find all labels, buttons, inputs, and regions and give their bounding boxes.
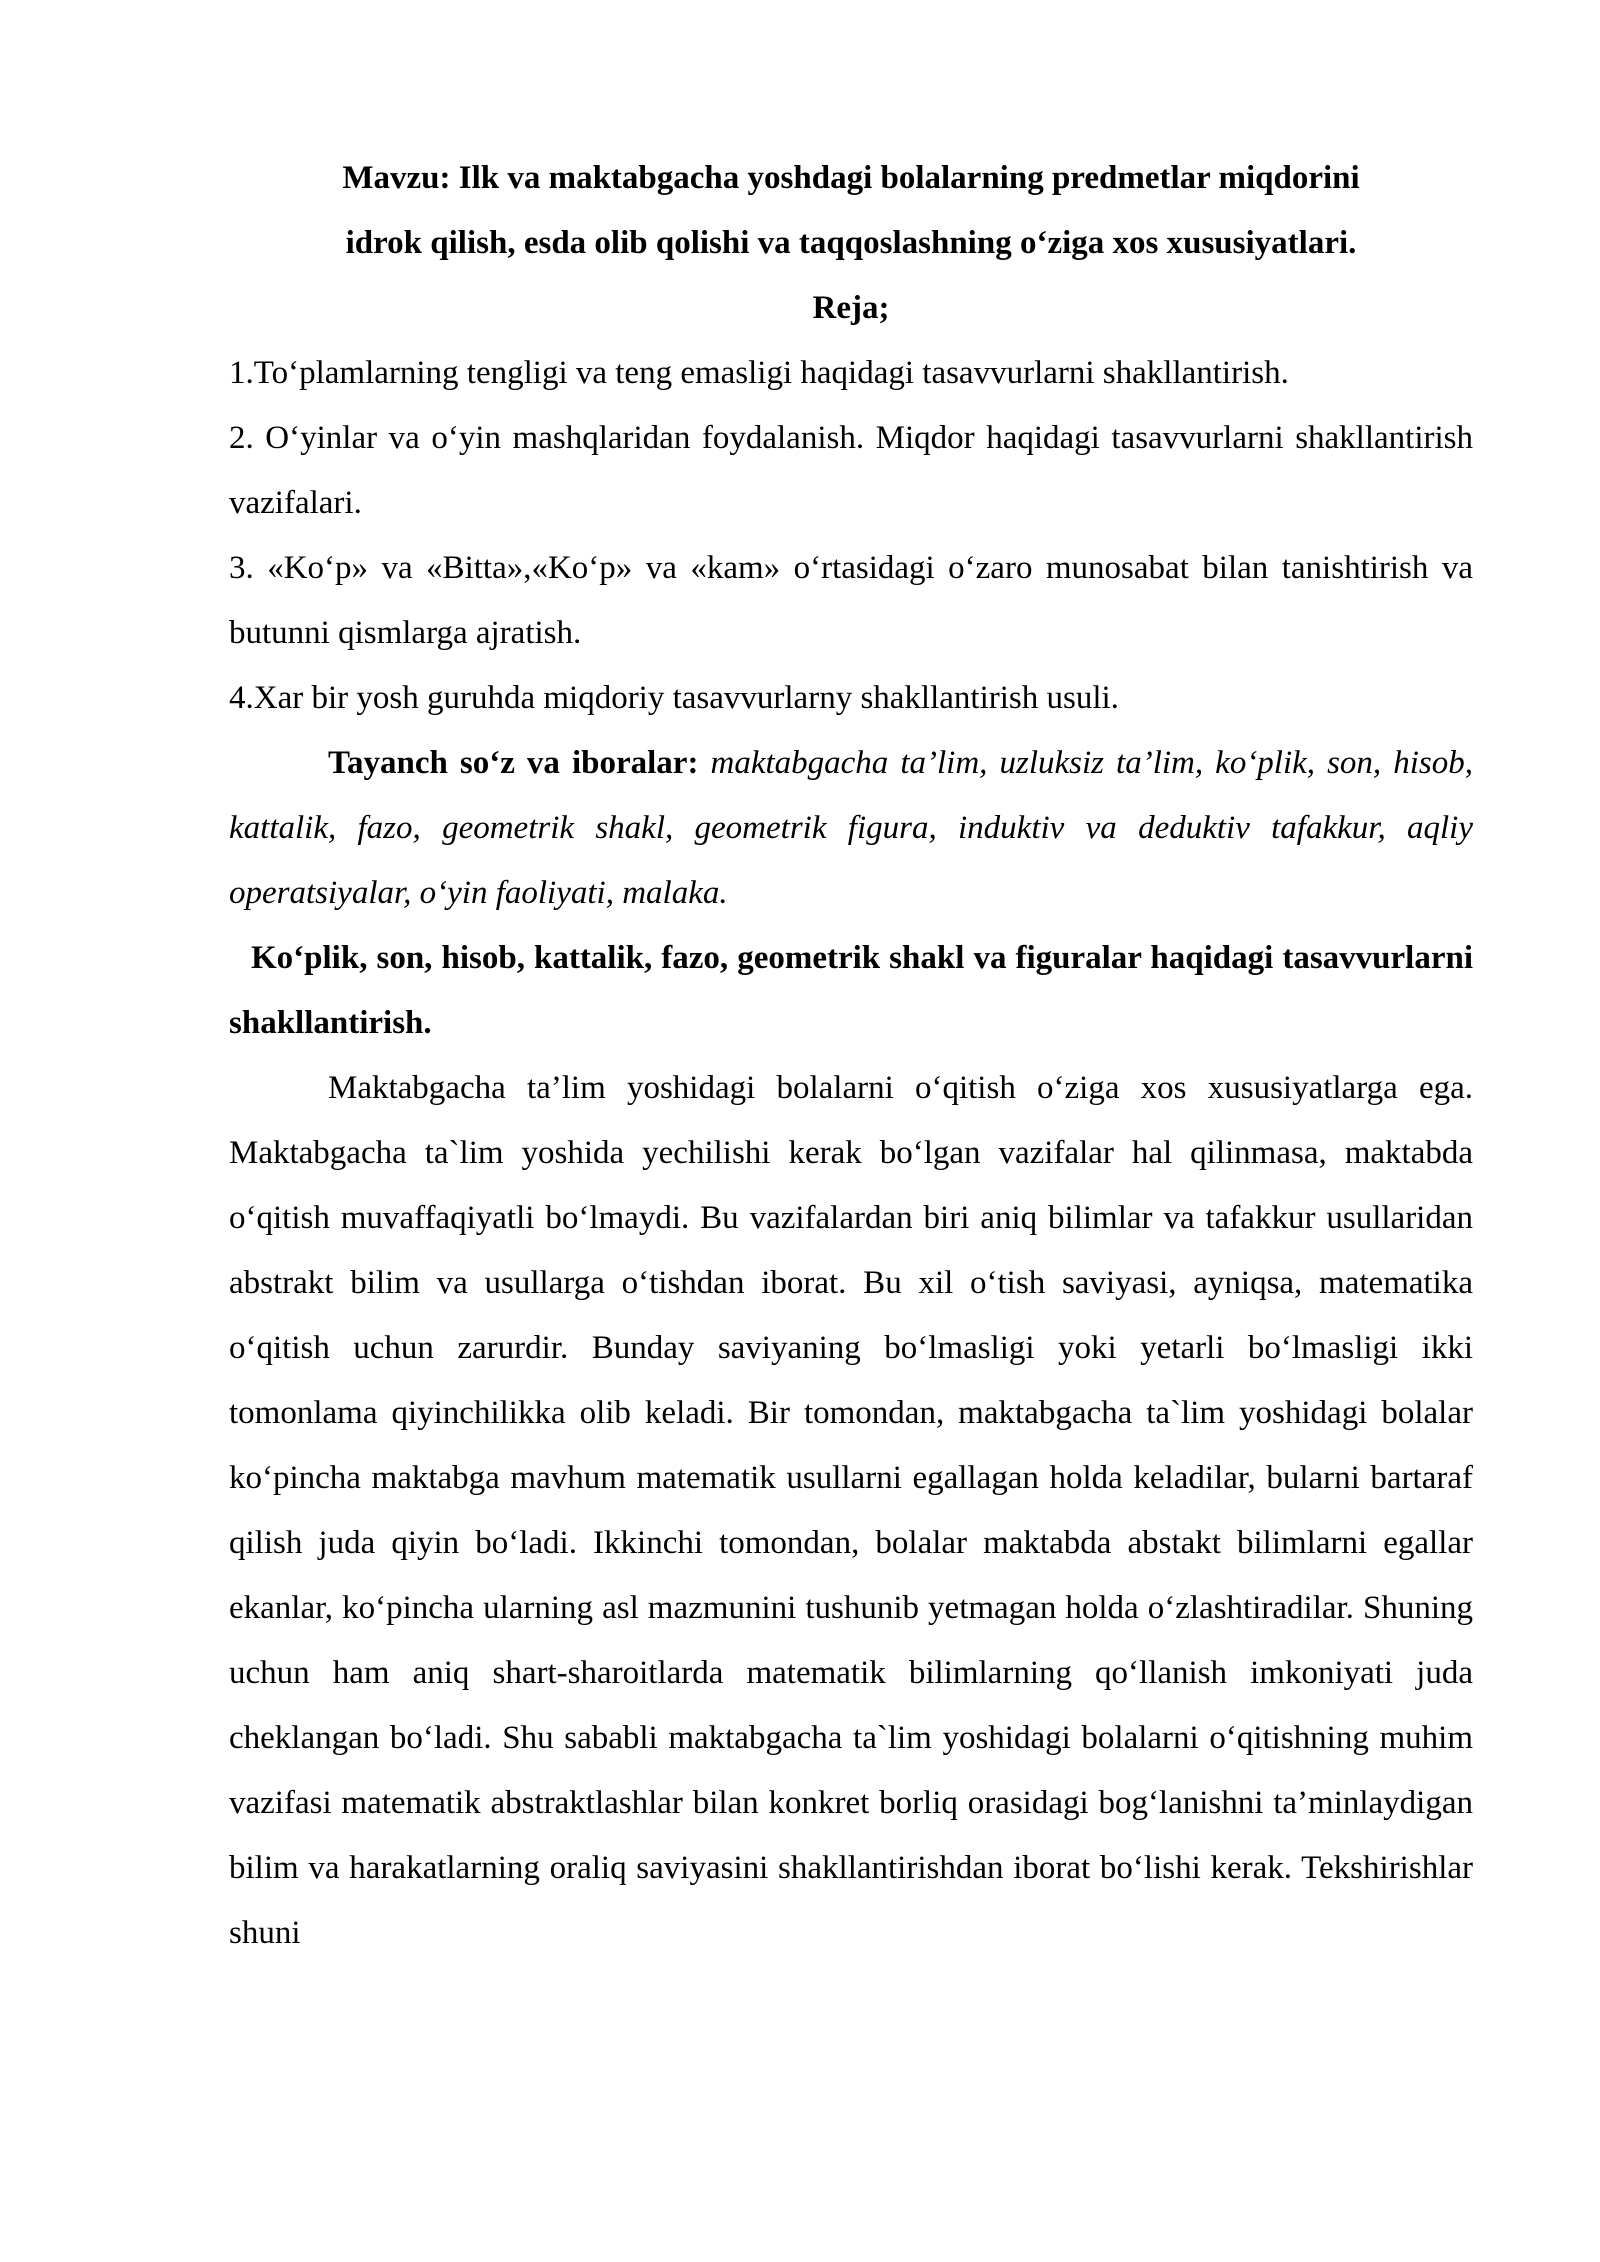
section-heading: Ko‘plik, son, hisob, kattalik, fazo, geometrik shakl va figuralar haqidagi tasavvurlarni shakllantirish. <box>229 940 1473 1041</box>
keywords-label: Tayanch so‘z va iboralar: <box>328 745 699 781</box>
plan-heading: Reja; <box>812 290 890 326</box>
keywords-text: maktabgacha ta’lim, uzluksiz ta’lim, ko‘plik, son, hisob, kattalik, fazo, geometrik shakl, geometrik figura, induktiv va deduktiv tafakkur, aqliy operatsiyalar, o‘yin faoliyati, malaka. <box>229 745 1473 911</box>
plan-item-1: 1.To‘plamlarning tengligi va teng emasligi haqidagi tasavvurlarni shakllantirish. <box>229 355 1289 391</box>
title-line-1: Mavzu: Ilk va maktabgacha yoshdagi bolalarning predmetlar miqdorini <box>342 160 1360 196</box>
body-paragraph: Maktabgacha ta’lim yoshidagi bolalarni o‘qitish o‘ziga xos xususiyatlarga ega. Maktabgacha ta`lim yoshida yechilishi kerak bo‘lgan vazifalar hal qilinmasa, maktabda o‘qitish muvaffaqiyatli bo‘lmaydi. Bu vazifalardan biri aniq bilimlar va tafakkur usullaridan abstrakt bilim va usullarga o‘tishdan iborat. Bu xil o‘tish saviyasi, ayniqsa, matematika o‘qitish uchun zarurdir. Bunday saviyaning bo‘lmasligi yoki yetarli bo‘lmasligi ikki tomonlama qiyinchilikka olib keladi. Bir tomondan, maktabgacha ta`lim yoshidagi bolalar ko‘pincha maktabga mavhum matematik usullarni egallagan holda keladilar, bularni bartaraf qilish juda qiyin bo‘ladi. Ikkinchi tomondan, bolalar maktabda abstakt bilimlarni egallar ekanlar, ko‘pincha ularning asl mazmunini tushunib yetmagan holda o‘zlashtiradilar. Shuning uchun ham aniq shart-sharoitlarda matematik bilimlarning qo‘llanish imkoniyati juda cheklangan bo‘ladi. Shu sababli maktabgacha ta`lim yoshidagi bolalarni o‘qitishning muhim vazifasi matematik abstraktlashlar bilan konkret borliq orasidagi bog‘lanishni ta’minlaydigan bilim va harakatlarning oraliq saviyasini shakllantirishdan iborat bo‘lishi kerak. Tekshirishlar shuni <box>229 1070 1473 1951</box>
plan-item-4: 4.Xar bir yosh guruhda miqdoriy tasavvurlarny shakllantirish usuli. <box>229 680 1119 716</box>
keywords-paragraph <box>229 731 1473 926</box>
plan-item-3: 3. «Ko‘p» va «Bitta»,«Ko‘p» va «kam» o‘rtasidagi o‘zaro munosabat bilan tanishtirish va butunni qismlarga ajratish. <box>229 550 1473 651</box>
title-line-2: idrok qilish, esda olib qolishi va taqqoslashning o‘ziga xos xususiyatlari. <box>345 225 1357 261</box>
document-page <box>229 146 1473 1966</box>
plan-item-2: 2. O‘yinlar va o‘yin mashqlaridan foydalanish. Miqdor haqidagi tasavvurlarni shakllantirish vazifalari. <box>229 420 1473 521</box>
